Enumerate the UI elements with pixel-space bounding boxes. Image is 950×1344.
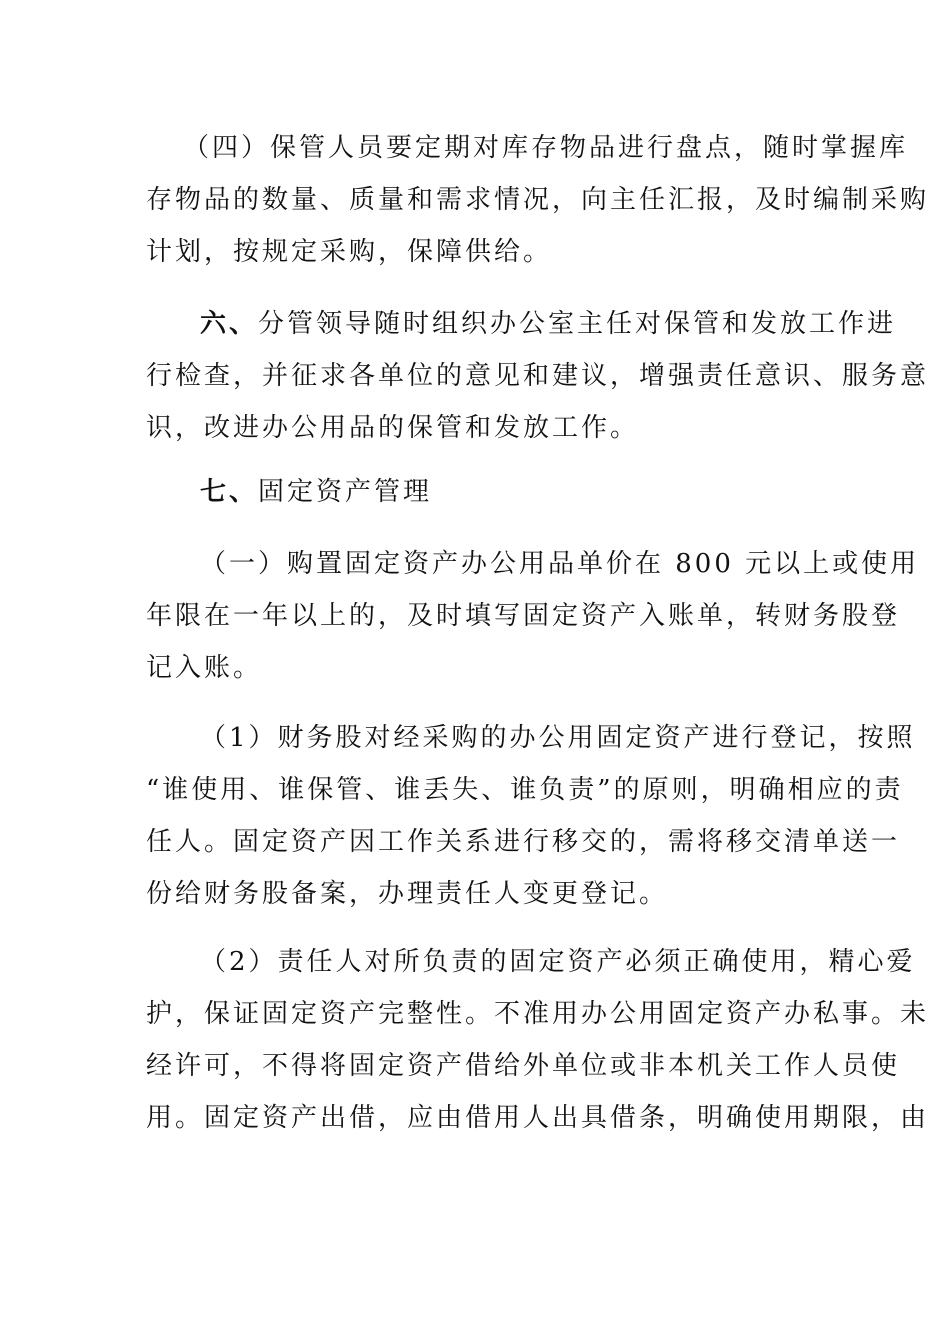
text-line: 记入账。 [146, 653, 263, 683]
text-line: 份给财务股备案，办理责任人变更登记。 [146, 879, 669, 909]
paragraph-fixed-asset-purchase [146, 538, 920, 694]
text-line: （1）财务股对经采购的办公用固定资产进行登记，按照 [200, 723, 916, 753]
paragraph-section-seven [146, 466, 806, 518]
text-line: （2）责任人对所负责的固定资产必须正确使用，精心爱 [200, 947, 916, 977]
text-line [146, 466, 806, 518]
text-line: 经许可，不得将固定资产借给外单位或非本机关工作人员使 [146, 1051, 901, 1081]
paragraph-inventory-check [146, 122, 930, 278]
text-line [146, 298, 897, 350]
text-line: 识，改进办公用品的保管和发放工作。 [146, 413, 640, 443]
text-line: 任人。固定资产因工作关系进行移交的，需将移交清单送一 [146, 827, 901, 857]
text-line: （一）购置固定资产办公用品单价在 800 元以上或使用 [200, 549, 920, 579]
text-line: “谁使用、谁保管、谁丢失、谁负责”的原则，明确相应的责 [146, 775, 904, 805]
text-line: 存物品的数量、质量和需求情况，向主任汇报，及时编制采购 [146, 185, 930, 215]
section-heading: 七、 [200, 477, 259, 507]
paragraph-item-two [146, 936, 930, 1144]
section-heading: 六、 [200, 309, 259, 339]
text-line: 年限在一年以上的，及时填写固定资产入账单，转财务股登 [146, 601, 901, 631]
text-line: 用。固定资产出借，应由借用人出具借条，明确使用期限，由 [146, 1103, 930, 1133]
text-line-content: 固定资产管理 [258, 477, 433, 507]
paragraph-section-six [146, 298, 930, 454]
text-line-content: 分管领导随时组织办公室主任对保管和发放工作进 [258, 309, 897, 339]
text-line: （四）保管人员要定期对库存物品进行盘点，随时掌握库 [183, 133, 909, 163]
text-line: 护，保证固定资产完整性。不准用办公用固定资产办私事。未 [146, 999, 930, 1029]
text-line: 计划，按规定采购，保障供给。 [146, 237, 553, 267]
paragraph-item-one [146, 712, 916, 920]
text-line: 行检查，并征求各单位的意见和建议，增强责任意识、服务意 [146, 361, 930, 391]
